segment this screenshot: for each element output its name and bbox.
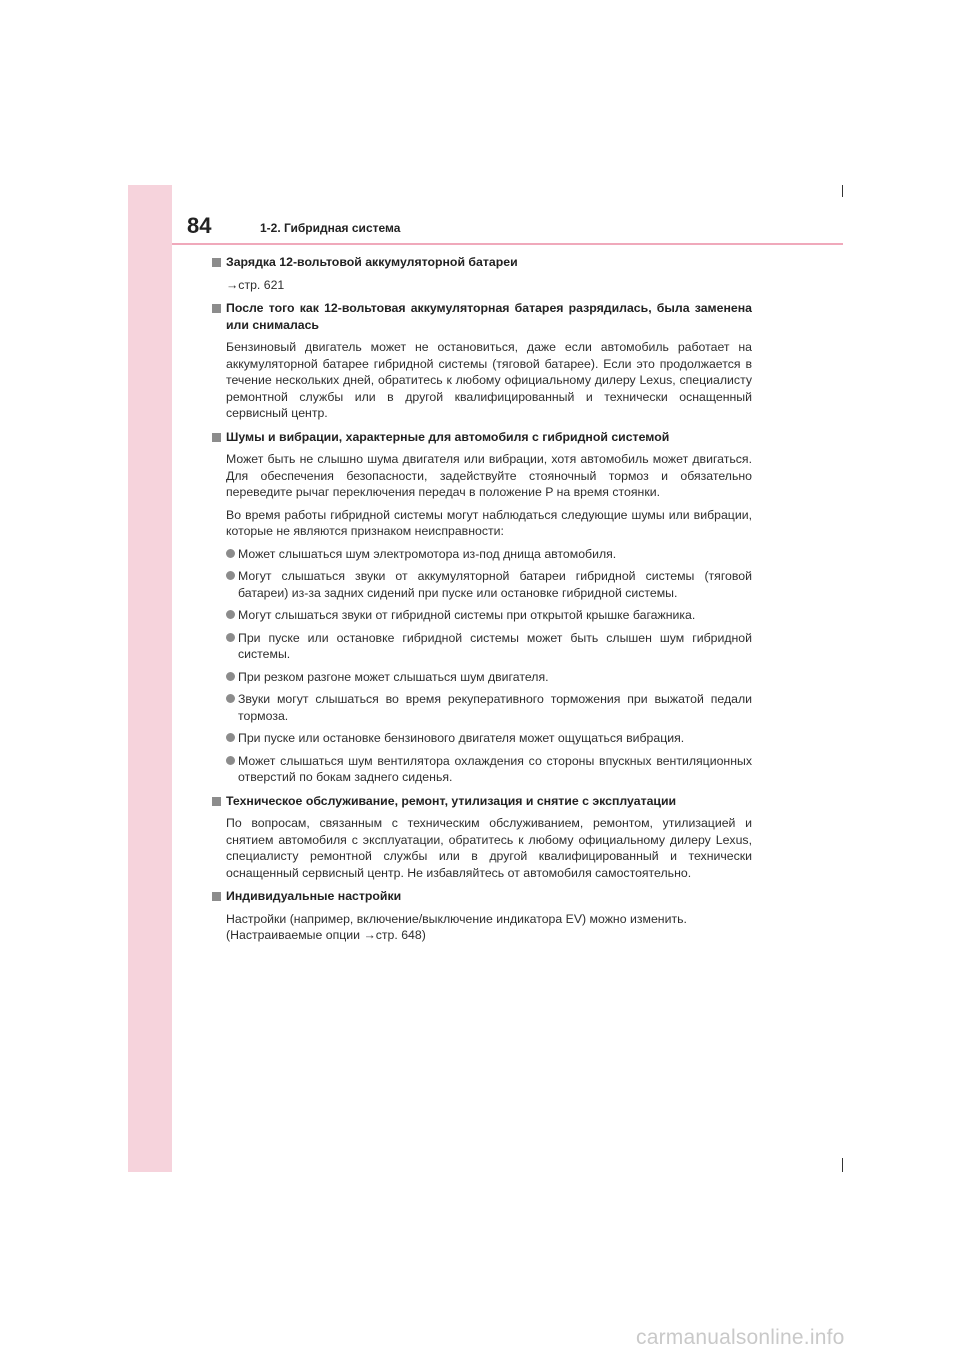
paragraph: [226, 911, 752, 944]
list-item: [226, 546, 752, 563]
page-content: [212, 254, 752, 944]
square-bullet-icon: [212, 258, 221, 267]
list-item: [226, 691, 752, 724]
list-item: [226, 607, 752, 624]
section-heading: [212, 888, 752, 905]
list-item-text: Может слышаться шум электромотора из-под днища автомобиля.: [238, 546, 617, 561]
list-item: [226, 730, 752, 747]
watermark: carmanualsonline.info: [636, 1326, 845, 1349]
heading-text: После того как 12-вольтовая аккумуляторная батарея разрядилась, была заменена или снималась: [226, 301, 752, 332]
circle-bullet-icon: [226, 694, 235, 703]
page-number: 84: [187, 213, 212, 238]
section-heading: [212, 793, 752, 810]
list-item-text: При пуске или остановке бензинового двигателя может ощущаться вибрация.: [238, 731, 685, 745]
list-item-text: Могут слышаться звуки от аккумуляторной батареи гибридной системы (тяговой батареи) из-за задних сидений при пуске или остановке гибридной системы.: [238, 569, 752, 600]
section-heading: [212, 254, 752, 271]
square-bullet-icon: [212, 892, 221, 901]
paragraph: Бензиновый двигатель может не остановиться, даже если автомобиль работает на аккумуляторной батарее гибридной системы (тяговой батарее). Если это продолжается в течение нескольких дней, обратитесь к любому официальному дилеру Lexus, специалисту ремонтной службы или в другой квалифицированный и технически оснащенный сервисный центр.: [226, 340, 752, 420]
list-item-text: При резком разгоне может слышаться шум двигателя.: [238, 669, 549, 684]
paragraph: Во время работы гибридной системы могут наблюдаться следующие шумы или вибрации, которые не являются признаком неисправности:: [226, 507, 752, 538]
square-bullet-icon: [212, 797, 221, 806]
paragraph: Может быть не слышно шума двигателя или вибрации, хотя автомобиль может двигаться. Для обеспечения безопасности, задействуйте стояночный тормоз и обязательно переведите рычаг переключения передач в положение P на время стоянки.: [226, 452, 752, 499]
heading-text: Зарядка 12-вольтовой аккумуляторной батареи: [226, 255, 518, 269]
crop-mark-bottom: [842, 1158, 843, 1172]
section-title: 1-2. Гибридная система: [260, 221, 401, 235]
header-rule: [172, 243, 843, 245]
heading-text: Индивидуальные настройки: [226, 889, 402, 903]
circle-bullet-icon: [226, 633, 235, 642]
square-bullet-icon: [212, 304, 221, 313]
circle-bullet-icon: [226, 610, 235, 619]
heading-text: Техническое обслуживание, ремонт, утилизация и снятие с эксплуатации: [226, 793, 677, 808]
circle-bullet-icon: [226, 549, 235, 558]
list-item-text: Звуки могут слышаться во время рекуперативного торможения при выжатой педали тормоза.: [238, 692, 752, 723]
list-item-text: Может слышаться шум вентилятора охлаждения со стороны впускных вентиляционных отверстий по бокам заднего сиденья.: [238, 753, 752, 784]
list-item: [226, 669, 752, 686]
section-heading: [212, 429, 752, 446]
circle-bullet-icon: [226, 571, 235, 580]
circle-bullet-icon: [226, 733, 235, 742]
circle-bullet-icon: [226, 672, 235, 681]
page-reference: →стр. 621: [226, 277, 285, 292]
list-item-text: Могут слышаться звуки от гибридной системы при открытой крышке багажника.: [238, 608, 696, 622]
list-item: [226, 568, 752, 601]
heading-text: Шумы и вибрации, характерные для автомобиля с гибридной системой: [226, 429, 670, 444]
paragraph-line: Настройки (например, включение/выключение индикатора EV) можно изменить.: [226, 911, 687, 926]
list-item: [226, 630, 752, 663]
section-heading: [212, 300, 752, 333]
crop-mark-top: [842, 185, 843, 197]
circle-bullet-icon: [226, 756, 235, 765]
paragraph: По вопросам, связанным с техническим обслуживанием, ремонтом, утилизацией и снятием автомобиля с эксплуатации, обратитесь к любому официальному дилеру Lexus, специалисту ремонтной службы или в другой квалифицированный и технически оснащенный сервисный центр. Не избавляйтесь от автомобиля самостоятельно.: [226, 816, 752, 880]
list-item-text: При пуске или остановке гибридной системы может быть слышен шум гибридной системы.: [238, 630, 752, 661]
list-item: [226, 753, 752, 786]
sidebar-tab: [128, 185, 172, 1172]
paragraph-line: (Настраиваемые опции →стр. 648): [226, 928, 426, 942]
square-bullet-icon: [212, 433, 221, 442]
